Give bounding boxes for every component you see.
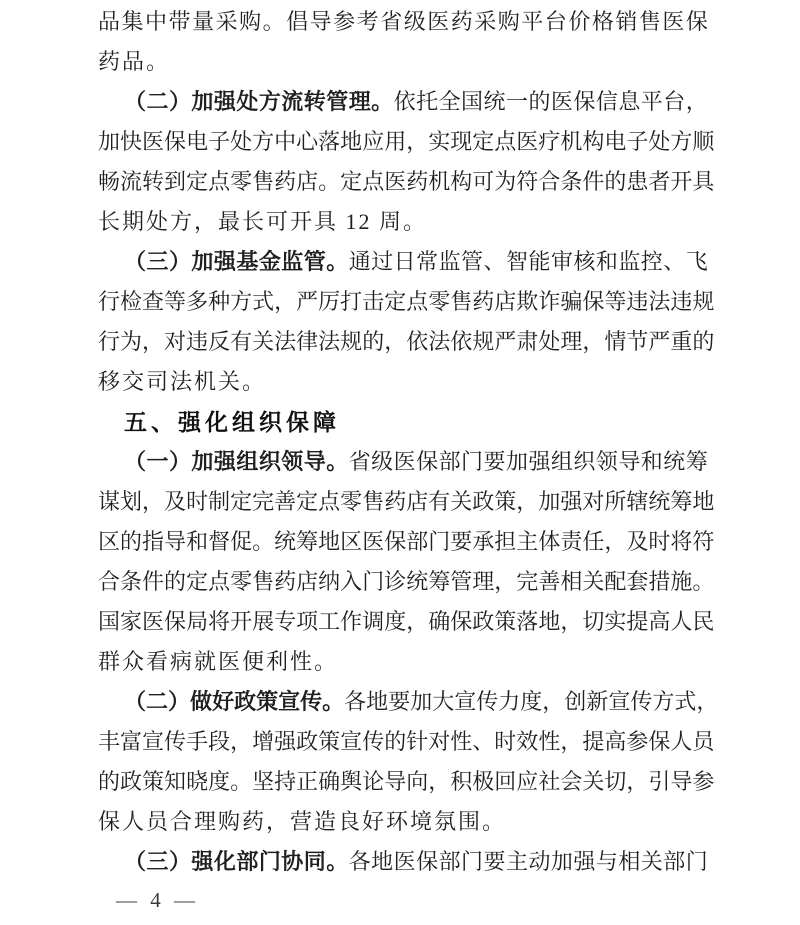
text-line: 移交司法机关。 — [98, 368, 267, 394]
text-line: （ 二 ） 做 好 政 策 宣 传 。 各 地 要 加 大 宣 传 力 度 ， 创 新 宣 传 方 式 ， — [124, 688, 719, 714]
text-line: 丰 富 宣 传 手 段 ， 增 强 政 策 宣 传 的 针 对 性 、 时 效 性 ， 提 高 参 保 人 员 — [98, 728, 715, 754]
text-line: （ 三 ） 加 强 基 金 监 管 。 通 过 日 常 监 管 、 智 能 审 核 和 监 控 、 飞 — [124, 248, 708, 274]
text-line: 群众看病就医便利性。 — [98, 648, 339, 674]
text-line: 国 家 医 保 局 将 开 展 专 项 工 作 调 度 ， 确 保 政 策 落 地 ， 切 实 提 高 人 民 — [98, 608, 715, 634]
text-line: 加 快 医 保 电 子 处 方 中 心 落 地 应 用 ， 实 现 定 点 医 疗 机 构 电 子 处 方 顺 — [98, 128, 715, 154]
text-line: 长期处方，最长可开具 12 周。 — [98, 208, 428, 234]
text-line: 畅 流 转 到 定 点 零 售 药 店 。 定 点 医 药 机 构 可 为 符 合 条 件 的 患 者 开 具 — [98, 168, 715, 194]
text-line: 品 集 中 带 量 采 购 。 倡 导 参 考 省 级 医 药 采 购 平 台 价 格 销 售 医 保 — [98, 8, 708, 34]
text-line: 的 政 策 知 晓 度 。 坚 持 正 确 舆 论 导 向 ， 积 极 回 应 社 会 关 切 ， 引 导 参 — [98, 768, 715, 794]
document-text-block — [98, 0, 719, 880]
text-line: （ 三 ） 强 化 部 门 协 同 。 各 地 医 保 部 门 要 主 动 加 强 与 相 关 部 门 — [124, 848, 708, 874]
text-line: （ 一 ） 加 强 组 织 领 导 。 省 级 医 保 部 门 要 加 强 组 织 领 导 和 统 筹 — [124, 448, 708, 474]
text-line: 区 的 指 导 和 督 促 。 统 筹 地 区 医 保 部 门 要 承 担 主 体 责 任 ， 及 时 将 符 — [98, 528, 715, 554]
text-line: 谋 划 ， 及 时 制 定 完 善 定 点 零 售 药 店 有 关 政 策 ， 加 强 对 所 辖 统 筹 地 — [98, 488, 715, 514]
text-line: 行 为 ， 对 违 反 有 关 法 律 法 规 的 ， 依 法 依 规 严 肃 处 理 ， 情 节 严 重 的 — [98, 328, 715, 354]
text-line: 合 条 件 的 定 点 零 售 药 店 纳 入 门 诊 统 筹 管 理 ， 完 善 相 关 配 套 措 施 。 — [98, 568, 715, 594]
text-line: 行 检 查 等 多 种 方 式 ， 严 厉 打 击 定 点 零 售 药 店 欺 诈 骗 保 等 违 法 违 规 — [98, 288, 715, 314]
text-line: 药品。 — [98, 48, 171, 74]
section-heading: 五、强化组织保障 — [124, 408, 340, 435]
text-line: 保人员合理购药，营造良好环境氛围。 — [98, 808, 507, 834]
text-line: （ 二 ） 加 强 处 方 流 转 管 理 。 依 托 全 国 统 一 的 医 保 信 息 平 台 ， — [124, 88, 708, 114]
page-number: — 4 — — [116, 888, 199, 912]
